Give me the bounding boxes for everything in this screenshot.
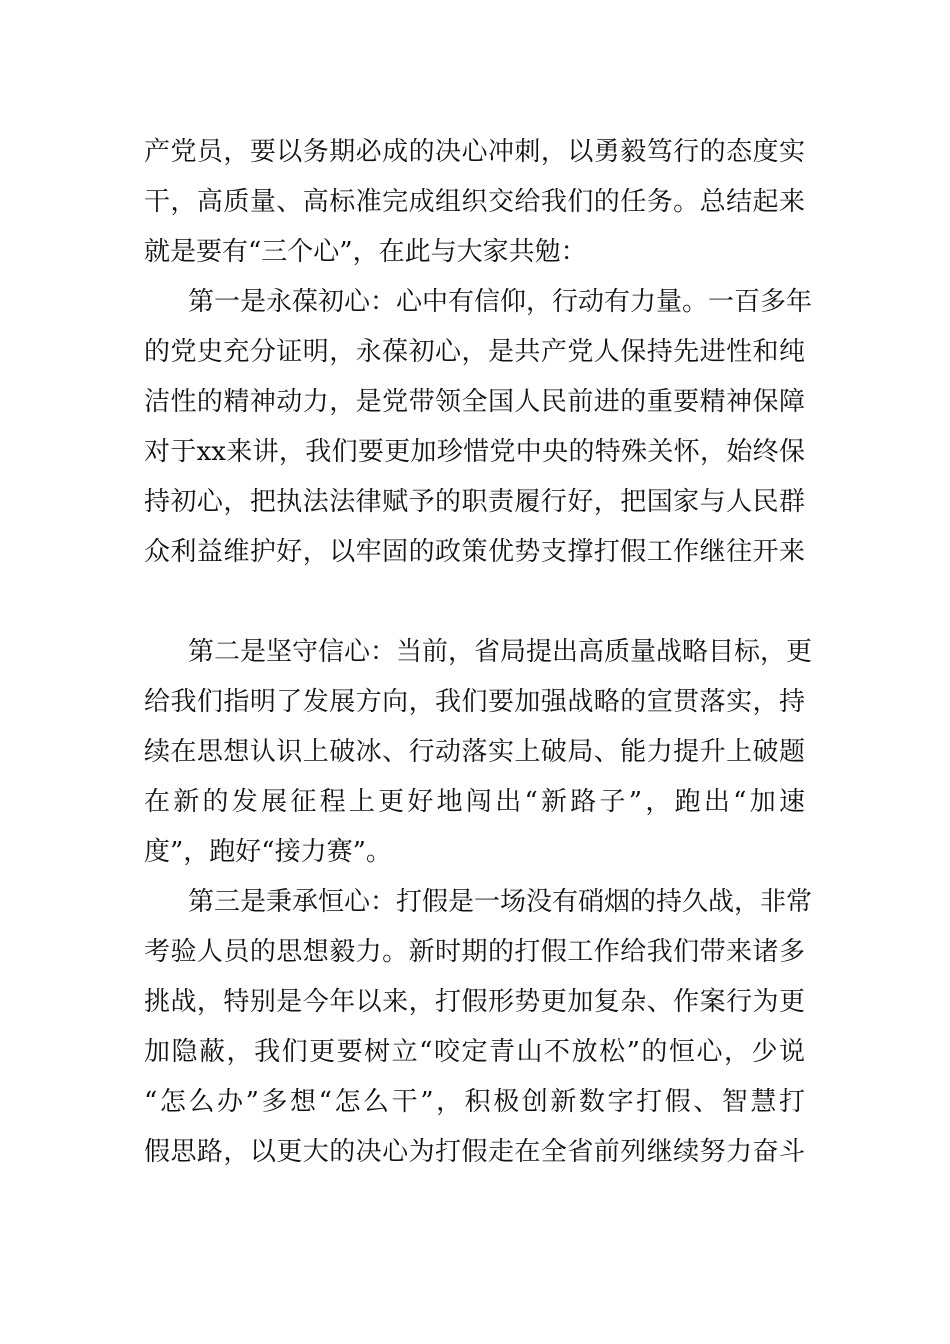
text-line: 众利益维护好，以牢固的政策优势支撑打假工作继往开来 [144, 537, 805, 567]
paragraph-first-line: 第二是坚守信心：当前，省局提出高质量战略目标，更 [188, 637, 813, 667]
text-line: 度”，跑好“接力赛”。 [144, 837, 392, 867]
text-line: 对于xx来讲，我们要更加珍惜党中央的特殊关怀，始终保 [144, 437, 805, 467]
text-line: 洁性的精神动力，是党带领全国人民前进的重要精神保障 [144, 387, 805, 417]
text-line: 加隐蔽，我们更要树立“咬定青山不放松”的恒心，少说 [144, 1037, 805, 1067]
text-line: 就是要有“三个心”，在此与大家共勉： [144, 237, 587, 267]
text-line: 给我们指明了发展方向，我们要加强战略的宣贯落实，持 [144, 687, 805, 717]
paragraph-first-line: 第三是秉承恒心：打假是一场没有硝烟的持久战，非常 [188, 887, 813, 917]
text-line: 的党史充分证明，永葆初心，是共产党人保持先进性和纯 [144, 337, 805, 367]
paragraph-first-line: 第一是永葆初心：心中有信仰，行动有力量。一百多年 [188, 287, 813, 317]
text-line: 续在思想认识上破冰、行动落实上破局、能力提升上破题 [144, 737, 805, 767]
text-line: 产党员，要以务期必成的决心冲刺，以勇毅笃行的态度实 [144, 137, 805, 167]
text-line: 持初心，把执法法律赋予的职责履行好，把国家与人民群 [144, 487, 805, 517]
text-line: 挑战，特别是今年以来，打假形势更加复杂、作案行为更 [144, 987, 805, 1017]
text-line: 在新的发展征程上更好地闯出“新路子”，跑出“加速 [144, 787, 805, 817]
text-line: 考验人员的思想毅力。新时期的打假工作给我们带来诸多 [144, 937, 805, 967]
text-line: 干，高质量、高标准完成组织交给我们的任务。总结起来 [144, 187, 805, 217]
text-line: “怎么办”多想“怎么干”，积极创新数字打假、智慧打 [144, 1087, 805, 1117]
text-line: 假思路，以更大的决心为打假走在全省前列继续努力奋斗 [144, 1137, 805, 1167]
